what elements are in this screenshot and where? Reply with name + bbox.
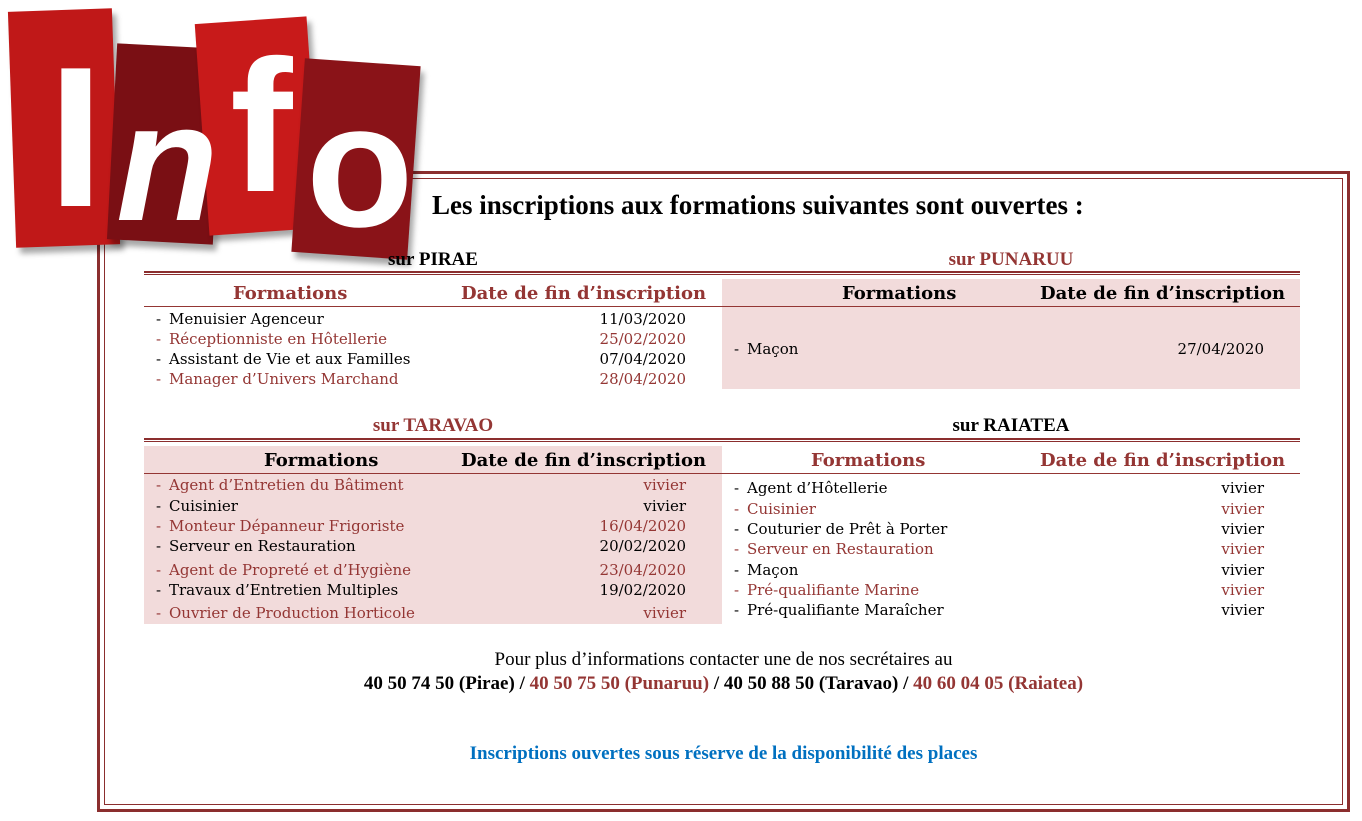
section-rule-bottom — [144, 438, 1300, 442]
table-row — [144, 561, 722, 581]
deadline-date: 16/04/2020 — [599, 517, 686, 535]
formation-name: Pré-qualifiante Maraîcher — [747, 601, 944, 619]
table-raiatea — [722, 446, 1300, 624]
formation-name: Agent d’Hôtellerie — [747, 479, 888, 497]
table-pirae — [144, 279, 722, 389]
formation-name: Maçon — [747, 561, 799, 579]
logo-letter-f: f — [230, 21, 293, 231]
contact-intro: Pour plus d’informations contacter une de nos secrétaires au — [494, 649, 953, 670]
formation-name: Agent de Propreté et d’Hygiène — [169, 561, 412, 579]
formation-name: Couturier de Prêt à Porter — [747, 520, 948, 538]
deadline-date: 20/02/2020 — [599, 537, 686, 555]
bullet-dash: - — [156, 350, 162, 368]
site-title-raiatea: sur RAIATEA — [952, 415, 1070, 436]
table-row — [722, 561, 1300, 581]
phone-raiatea: 40 60 04 05 (Raiatea) — [913, 673, 1084, 694]
table-row — [144, 517, 722, 537]
formation-name: Monteur Dépanneur Frigoriste — [169, 517, 405, 535]
phone-separator: / — [514, 673, 530, 694]
formation-name: Serveur en Restauration — [169, 537, 356, 555]
table-punaruu — [722, 279, 1300, 389]
bullet-dash: - — [156, 581, 162, 599]
deadline-date: 27/04/2020 — [1177, 340, 1264, 358]
bullet-dash: - — [156, 537, 162, 555]
deadline-date: vivier — [1221, 479, 1264, 497]
table-row — [144, 476, 722, 496]
table-row — [722, 340, 1300, 360]
site-title-punaruu: sur PUNARUU — [948, 249, 1074, 270]
bullet-dash: - — [156, 310, 162, 328]
deadline-date: vivier — [643, 497, 686, 515]
site-title-pirae: sur PIRAE — [388, 249, 478, 270]
phone-separator: / — [898, 673, 914, 694]
deadline-date: vivier — [1221, 561, 1264, 579]
table-row — [144, 310, 722, 330]
col-head-date: Date de fin d’inscription — [1040, 283, 1286, 304]
phone-punaruu: 40 50 75 50 (Punaruu) — [529, 673, 710, 694]
phone-pirae: 40 50 74 50 (Pirae) — [363, 673, 515, 694]
header-underline — [144, 473, 722, 474]
table-row — [722, 540, 1300, 560]
deadline-date: vivier — [1221, 601, 1264, 619]
bullet-dash: - — [734, 520, 740, 538]
info-logo — [8, 2, 428, 262]
table-row — [144, 330, 722, 350]
deadline-date: vivier — [1221, 520, 1264, 538]
bullet-dash: - — [734, 540, 740, 558]
table-row — [722, 500, 1300, 520]
col-head-date: Date de fin d’inscription — [461, 283, 707, 304]
deadline-date: vivier — [1221, 581, 1264, 599]
table-row — [144, 370, 722, 390]
table-row — [144, 497, 722, 517]
bullet-dash: - — [734, 479, 740, 497]
bullet-dash: - — [156, 561, 162, 579]
logo-letter-n: n — [116, 68, 219, 256]
deadline-date: vivier — [1221, 540, 1264, 558]
table-row — [144, 350, 722, 370]
bullet-dash: - — [734, 561, 740, 579]
col-head-date: Date de fin d’inscription — [461, 450, 707, 471]
bullet-dash: - — [734, 500, 740, 518]
formation-name: Agent d’Entretien du Bâtiment — [169, 476, 404, 494]
table-taravao — [144, 446, 722, 624]
deadline-date: vivier — [1221, 500, 1264, 518]
bullet-dash: - — [156, 330, 162, 348]
formation-name: Cuisinier — [747, 500, 816, 518]
formation-name: Travaux d’Entretien Multiples — [169, 581, 399, 599]
deadline-date: vivier — [643, 476, 686, 494]
col-head-formations: Formations — [842, 283, 957, 304]
col-head-date: Date de fin d’inscription — [1040, 450, 1286, 471]
header-underline — [722, 306, 1300, 307]
table-row — [722, 520, 1300, 540]
formation-name: Pré-qualifiante Marine — [747, 581, 920, 599]
bullet-dash: - — [156, 604, 162, 622]
formation-name: Serveur en Restauration — [747, 540, 934, 558]
page-headline: Les inscriptions aux formations suivantes sont ouvertes : — [432, 190, 1084, 220]
header-underline — [722, 473, 1300, 474]
table-row — [722, 601, 1300, 621]
bullet-dash: - — [156, 497, 162, 515]
table-row — [722, 581, 1300, 601]
formation-name: Cuisinier — [169, 497, 238, 515]
col-head-formations: Formations — [233, 283, 348, 304]
table-row — [144, 581, 722, 601]
table-row — [144, 537, 722, 557]
bullet-dash: - — [156, 370, 162, 388]
bullet-dash: - — [156, 517, 162, 535]
logo-letter-o: o — [306, 68, 414, 264]
table-row — [144, 604, 722, 624]
formation-name: Manager d’Univers Marchand — [169, 370, 399, 388]
bullet-dash: - — [734, 340, 740, 358]
contact-phones — [104, 673, 1343, 695]
col-head-formations: Formations — [811, 450, 926, 471]
deadline-date: vivier — [643, 604, 686, 622]
phone-separator: / — [709, 673, 724, 694]
availability-disclaimer: Inscriptions ouvertes sous réserve de la disponibilité des places — [469, 743, 978, 764]
deadline-date: 07/04/2020 — [599, 350, 686, 368]
deadline-date: 19/02/2020 — [599, 581, 686, 599]
site-title-taravao: sur TARAVAO — [372, 415, 494, 436]
bullet-dash: - — [156, 476, 162, 494]
deadline-date: 23/04/2020 — [599, 561, 686, 579]
deadline-date: 25/02/2020 — [599, 330, 686, 348]
formation-name: Ouvrier de Production Horticole — [169, 604, 415, 622]
col-head-formations: Formations — [264, 450, 379, 471]
table-row — [722, 479, 1300, 499]
deadline-date: 11/03/2020 — [599, 310, 686, 328]
formation-name: Menuisier Agenceur — [169, 310, 324, 328]
formation-name: Réceptionniste en Hôtellerie — [169, 330, 388, 348]
phone-taravao: 40 50 88 50 (Taravao) — [723, 673, 899, 694]
formation-name: Maçon — [747, 340, 799, 358]
section-rule-top — [144, 271, 1300, 275]
formation-name: Assistant de Vie et aux Familles — [169, 350, 411, 368]
deadline-date: 28/04/2020 — [599, 370, 686, 388]
bullet-dash: - — [734, 601, 740, 619]
header-underline — [144, 306, 722, 307]
logo-letter-i: I — [48, 26, 104, 249]
bullet-dash: - — [734, 581, 740, 599]
